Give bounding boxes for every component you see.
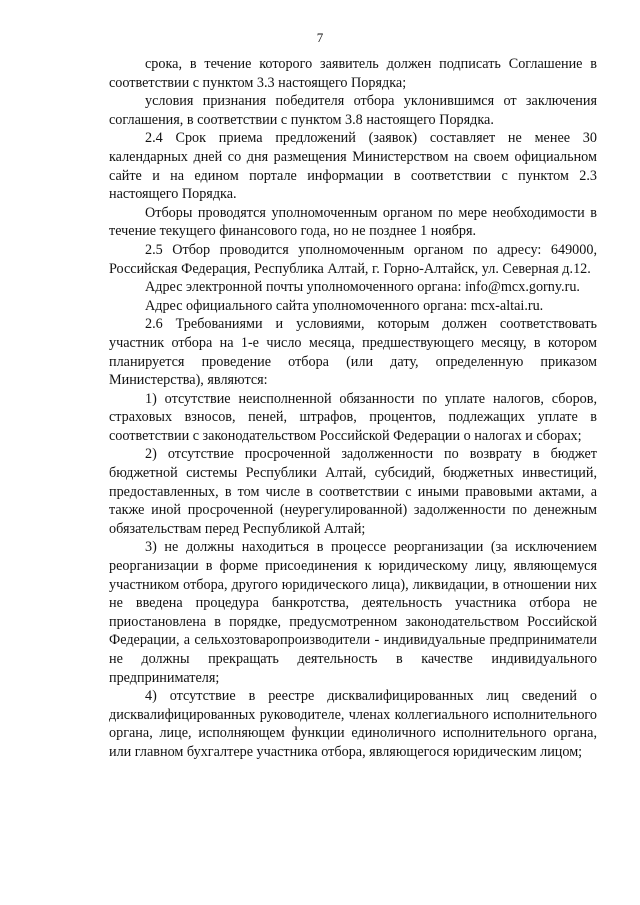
paragraph-selection-schedule: Отборы проводятся уполномоченным органом по мере необходимости в течение текущего финансового года, но не позднее 1 ноября.: [109, 204, 597, 240]
list-item-3-reorganization: 3) не должны находиться в процессе реорганизации (за исключением реорганизации в форме присоединения к юридическому лицу, являющемуся участником отбора, другого юридического лица), ликвидации, в отношении них не введена процедура банкротства, деятельность участника отбора не приостановлена в порядке, предусмотренном законодательством Российской Федерации, а сельхозтоваропроизводители - индивидуальные предприниматели не должны прекращать деятельность в качестве индивидуального предпринимателя;: [109, 539, 597, 686]
paragraph-2-5-address: 2.5 Отбор проводится уполномоченным органом по адресу: 649000, Российская Федерация, Республика Алтай, г. Горно-Алтайск, ул. Северная д.12.: [109, 241, 597, 277]
paragraph-2-6-requirements: 2.6 Требованиями и условиями, которым должен соответствовать участник отбора на 1-е число месяца, предшествующего месяцу, в котором планируется проведение отбора (или дату, определенную приказом Министерства), являются:: [109, 316, 597, 389]
paragraph-email: Адрес электронной почты уполномоченного органа: info@mcx.gorny.ru.: [145, 279, 580, 296]
document-body: [109, 55, 597, 762]
paragraph-winner-evasion: условия признания победителя отбора уклонившимся от заключения соглашения, в соответствии с пунктом 3.8 настоящего Порядка.: [109, 93, 597, 128]
paragraph-signing-term: срока, в течение которого заявитель должен подписать Соглашение в соответствии с пунктом 3.3 настоящего Порядка;: [109, 56, 597, 91]
paragraph-2-4-application-term: 2.4 Срок приема предложений (заявок) составляет не менее 30 календарных дней со дня размещения Министерством на своем официальном сайте и на едином портале информации в соответствии с пунктом 2.3 настоящего Порядка.: [109, 130, 597, 203]
list-item-1-taxes: 1) отсутствие неисполненной обязанности по уплате налогов, сборов, страховых взносов, пеней, штрафов, процентов, подлежащих уплате в соответствии с законодательством Российской Федерации о налогах и сборах;: [109, 390, 597, 444]
list-item-4-disqualified: 4) отсутствие в реестре дисквалифицированных лиц сведений о дисквалифицированных руководителе, членах коллегиального исполнительного органа, лице, исполняющем функции единоличного исполнительного органа, или главном бухгалтере участника отбора, являющегося юридическим лицом;: [109, 688, 597, 760]
list-item-2-debts: 2) отсутствие просроченной задолженности по возврату в бюджет бюджетной системы Республики Алтай, субсидий, бюджетных инвестиций, предоставленных, в том числе в соответствии с иными правовыми актами, а также иной просроченной (неурегулированной) задолженности по денежным обязательствам перед Республикой Алтай;: [109, 446, 597, 537]
page-number: 7: [316, 30, 324, 45]
paragraph-website: Адрес официального сайта уполномоченного органа: mcx-altai.ru.: [145, 297, 544, 314]
